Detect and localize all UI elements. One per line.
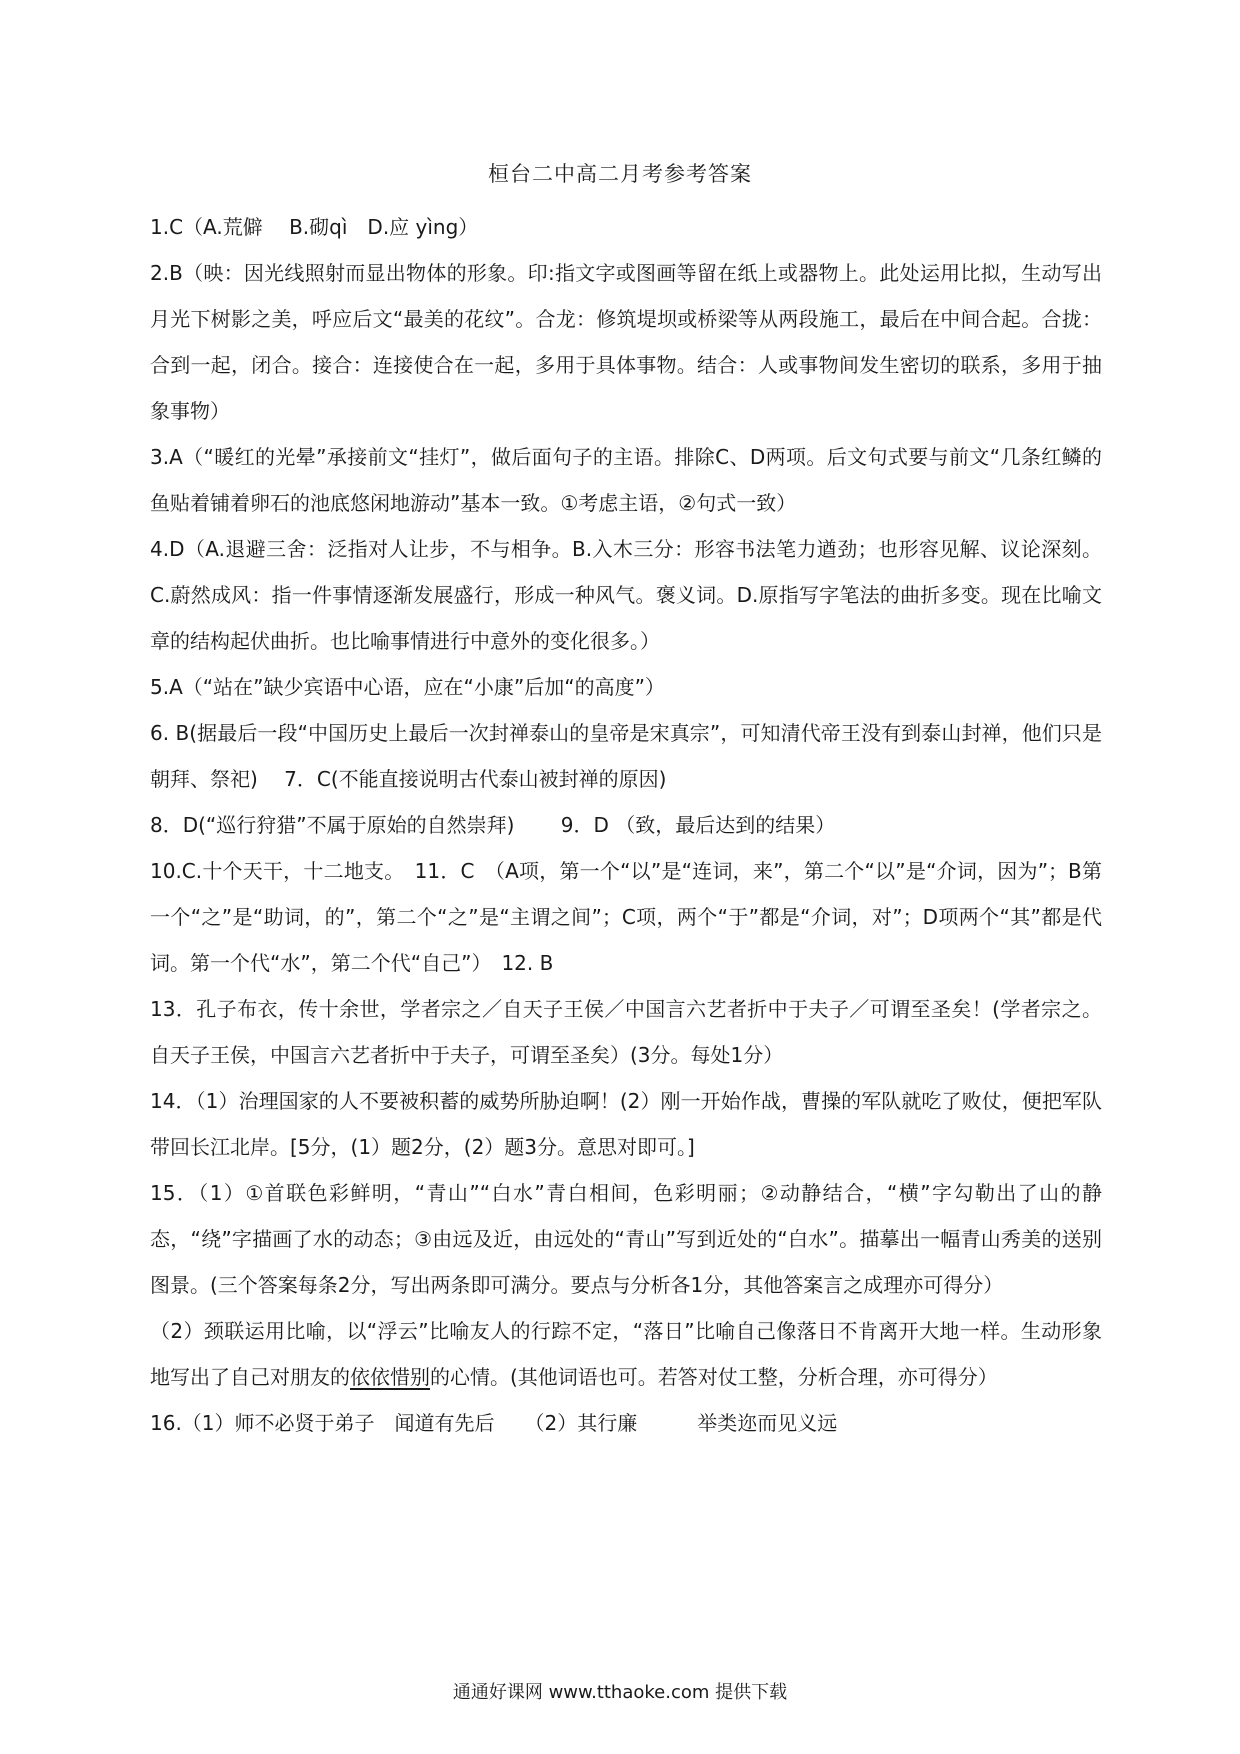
answer-1: 1.C（A.荒僻 B.砌qì D.应 yìng） <box>150 215 479 239</box>
answer-content <box>150 204 1102 1446</box>
answer-6-7: 6. B(据最后一段“中国历史上最后一次封禅泰山的皇帝是宋真宗”，可知清代帝王没有到泰山封禅，他们只是朝拜、祭祀) 7．C(不能直接说明古代泰山被封禅的原因) <box>150 721 1102 791</box>
answer-15-2 <box>150 1308 1102 1400</box>
answer-15-2-after: 的心情。(其他词语也可。若答对仗工整，分析合理，亦可得分） <box>430 1365 998 1389</box>
answer-4: 4.D（A.退避三舍：泛指对人让步，不与相争。B.入木三分：形容书法笔力遒劲；也形容见解、议论深刻。C.蔚然成风：指一件事情逐渐发展盛行，形成一种风气。褒义词。D.原指写字笔法的曲折多变。现在比喻文章的结构起伏曲折。也比喻事情进行中意外的变化很多。） <box>150 537 1102 653</box>
answer-15-1: 15．（1）①首联色彩鲜明，“青山”“白水”青白相间，色彩明丽；②动静结合，“横”字勾勒出了山的静态，“绕”字描画了水的动态；③由远及近，由远处的“青山”写到近处的“白水”。描摹出一幅青山秀美的送别图景。(三个答案每条2分，写出两条即可满分。要点与分析各1分，其他答案言之成理亦可得分） <box>150 1181 1102 1297</box>
answer-16: 16.（1）师不必贤于弟子 闻道有先后 （2）其行廉 举类迩而见义远 <box>150 1411 838 1435</box>
document-title: 桓台二中高二月考参考答案 <box>488 162 752 186</box>
answer-15-2-before: （2）颈联运用比喻，以“浮云”比喻友人的行踪不定，“落日”比喻自己像落日不肯离开大地一样。生动形象地写出了自己对朋友的 <box>150 1319 1102 1389</box>
answer-13: 13．孔子布衣，传十余世，学者宗之／自天子王侯／中国言六艺者折中于夫子／可谓至圣矣！(学者宗之。自天子王侯，中国言六艺者折中于夫子，可谓至圣矣）(3分。每处1分） <box>150 997 1102 1067</box>
answer-15-2-underlined: 依依惜别 <box>350 1365 430 1389</box>
answer-5: 5.A（“站在”缺少宾语中心语，应在“小康”后加“的高度”） <box>150 675 665 699</box>
footer-source: 通通好课网 www.tthaoke.com 提供下载 <box>452 1682 788 1703</box>
answer-8-9: 8．D(“巡行狩猎”不属于原始的自然崇拜) 9．D （致，最后达到的结果） <box>150 813 836 837</box>
answer-3: 3.A（“暖红的光晕”承接前文“挂灯”，做后面句子的主语。排除C、D两项。后文句式要与前文“几条红鳞的鱼贴着铺着卵石的池底悠闲地游动”基本一致。①考虑主语，②句式一致） <box>150 445 1102 515</box>
answer-14: 14．（1）治理国家的人不要被积蓄的威势所胁迫啊！(2）刚一开始作战，曹操的军队就吃了败仗，便把军队带回长江北岸。[5分，(1）题2分，(2）题3分。意思对即可。] <box>150 1089 1102 1159</box>
answer-10-12: 10.C.十个天干，十二地支。 11．C （A项，第一个“以”是“连词，来”，第二个“以”是“介词，因为”；B第一个“之”是“助词，的”，第二个“之”是“主谓之间”；C项，两个“于”都是“介词，对”；D项两个“其”都是代词。第一个代“水”，第二个代“自己”） 12. B <box>150 859 1102 975</box>
answer-2: 2.B（映：因光线照射而显出物体的形象。印:指文字或图画等留在纸上或器物上。此处运用比拟，生动写出月光下树影之美，呼应后文“最美的花纹”。合龙：修筑堤坝或桥梁等从两段施工，最后在中间合起。合拢：合到一起，闭合。接合：连接使合在一起，多用于具体事物。结合：人或事物间发生密切的联系，多用于抽象事物） <box>150 261 1102 423</box>
